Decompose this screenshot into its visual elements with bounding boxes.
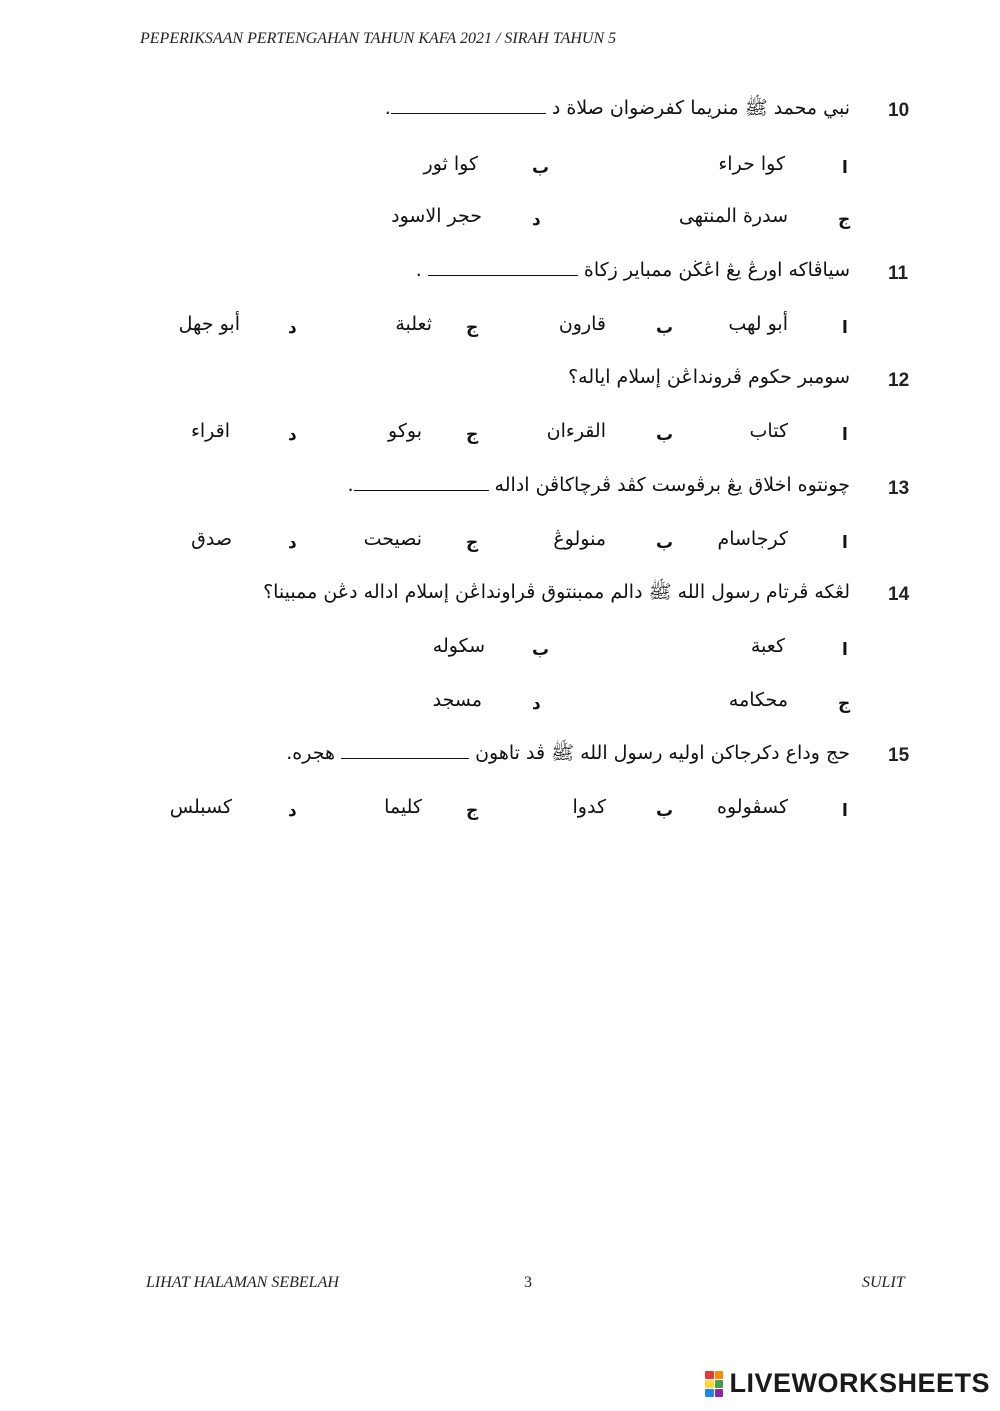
option-b[interactable]: قارون <box>558 313 606 335</box>
question-number: 12 <box>888 370 910 391</box>
question-number: 11 <box>888 263 909 284</box>
option-letter-c: ج <box>466 425 479 445</box>
option-c[interactable]: ثعلبة <box>395 313 432 335</box>
option-letter-b: ب <box>532 640 550 660</box>
question-number: 10 <box>888 100 910 121</box>
option-c[interactable]: بوكو <box>388 420 422 442</box>
answer-blank[interactable] <box>341 757 469 759</box>
option-a[interactable]: كوا حراء <box>718 153 785 175</box>
liveworksheets-logo-text: LIVEWORKSHEETS <box>729 1368 990 1398</box>
liveworksheets-logo-icon <box>705 1371 723 1397</box>
question-text <box>568 366 850 388</box>
question-stem-end: . <box>384 97 391 119</box>
option-letter-a: ا <box>842 318 848 338</box>
option-a[interactable]: كتاب <box>749 420 788 442</box>
question-text <box>385 96 850 124</box>
option-letter-a: ا <box>842 158 848 178</box>
option-letter-d: د <box>288 318 297 338</box>
question-number: 14 <box>888 584 910 605</box>
option-a[interactable]: أبو لهب <box>728 313 788 335</box>
question-stem-end: هجره. <box>286 742 335 764</box>
question-number: 13 <box>888 478 910 499</box>
question-stem: سياڤاكه اورڠ يڠ اڠڬن ممباير زكاة <box>583 259 850 281</box>
option-a[interactable]: كسڤولوه <box>717 796 788 818</box>
page-number: 3 <box>524 1274 532 1291</box>
option-letter-c: ج <box>466 801 479 821</box>
question-text <box>416 259 850 281</box>
question-stem: لڠكه ڤرتام رسول الله ﷺ دالم ممبنتوق ڤراونداڠن إسلام اداله دڠن ممبينا؟ <box>263 581 850 603</box>
answer-blank[interactable] <box>354 489 489 491</box>
question-text <box>347 474 850 496</box>
option-letter-a: ا <box>842 640 848 660</box>
answer-blank[interactable] <box>428 274 578 276</box>
option-letter-d: د <box>288 425 297 445</box>
option-b[interactable]: سكوله <box>432 635 485 657</box>
option-letter-d: د <box>532 210 541 230</box>
option-a[interactable]: كرجاسام <box>717 528 788 550</box>
question-text <box>263 580 850 608</box>
footer-next-page: LIHAT HALAMAN SEBELAH <box>146 1274 339 1291</box>
option-letter-b: ب <box>656 801 674 821</box>
exam-header: PEPERIKSAAN PERTENGAHAN TAHUN KAFA 2021 / SIRAH TAHUN 5 <box>140 30 617 47</box>
question-text <box>286 741 850 769</box>
question-stem: نبي محمد ﷺ منريما كفرضوان صلاة د <box>551 97 850 119</box>
option-c[interactable]: نصيحت <box>363 528 422 550</box>
question-stem: حج وداع دكرجاكن اوليه رسول الله ﷺ ڤد تاهون <box>475 742 850 764</box>
option-d[interactable]: أبو جهل <box>178 313 240 335</box>
option-letter-d: د <box>532 694 541 714</box>
option-letter-b: ب <box>532 158 550 178</box>
option-letter-c: ج <box>838 210 851 230</box>
option-a[interactable]: كعبة <box>750 635 785 657</box>
option-c[interactable]: سدرة المنتهى <box>678 205 788 227</box>
option-d[interactable]: مسجد <box>432 689 482 711</box>
option-d[interactable]: اقراء <box>190 420 230 442</box>
option-b[interactable]: القرءان <box>546 420 606 442</box>
option-b[interactable]: كدوا <box>572 796 606 818</box>
option-b[interactable]: منولوڠ <box>553 528 606 550</box>
option-letter-b: ب <box>656 425 674 445</box>
option-d[interactable]: صدق <box>191 528 232 550</box>
question-stem-end: . <box>415 259 422 281</box>
question-stem-end: . <box>347 474 354 496</box>
option-letter-a: ا <box>842 425 848 445</box>
option-letter-c: ج <box>466 318 479 338</box>
option-letter-d: د <box>288 533 297 553</box>
answer-blank[interactable] <box>391 112 546 114</box>
option-d[interactable]: كسبلس <box>169 796 232 818</box>
option-letter-d: د <box>288 801 297 821</box>
option-letter-c: ج <box>466 533 479 553</box>
option-c[interactable]: محكامه <box>728 689 788 711</box>
option-letter-a: ا <box>842 533 848 553</box>
question-number: 15 <box>888 745 910 766</box>
option-letter-b: ب <box>656 318 674 338</box>
option-letter-b: ب <box>656 533 674 553</box>
footer-confidential: SULIT <box>862 1274 905 1291</box>
question-stem: چونتوه اخلاق يڠ برڤوست كڤد ڤرچاكاڤن اداله <box>494 474 850 496</box>
option-b[interactable]: كوا ثور <box>423 153 478 175</box>
option-letter-c: ج <box>838 694 851 714</box>
liveworksheets-logo <box>705 1368 990 1399</box>
option-d[interactable]: حجر الاسود <box>391 205 482 227</box>
question-stem: سومبر حكوم ڤرونداڠن إسلام اياله؟ <box>568 366 850 388</box>
option-c[interactable]: كليما <box>384 796 422 818</box>
option-letter-a: ا <box>842 801 848 821</box>
